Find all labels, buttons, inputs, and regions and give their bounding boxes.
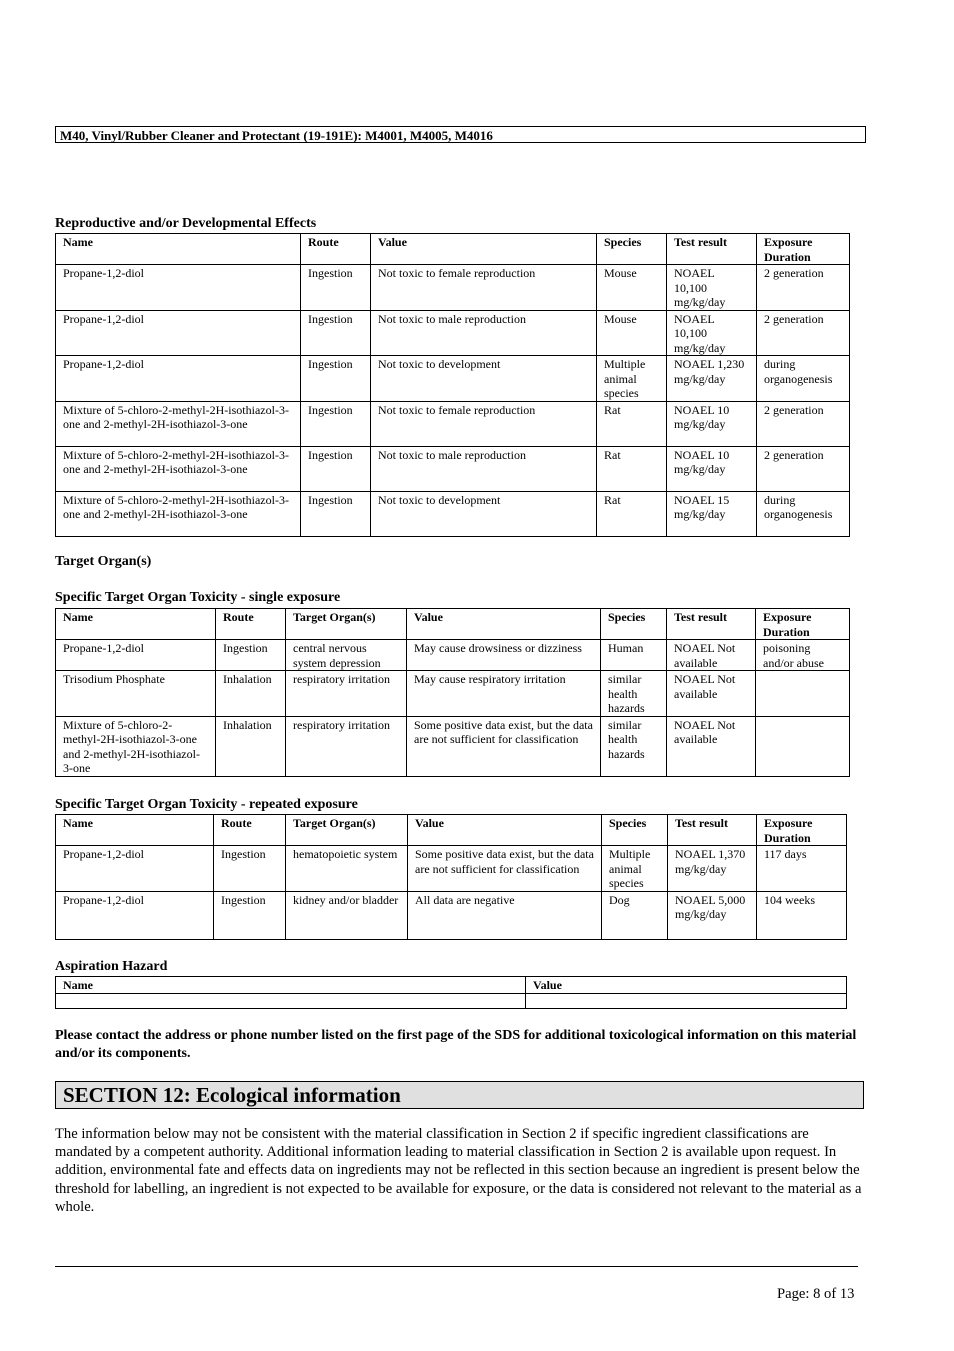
table-cell: Ingestion xyxy=(301,446,371,491)
table-cell: during organogenesis xyxy=(757,356,850,402)
column-header: Name xyxy=(56,234,301,265)
table-cell: NOAEL 5,000 mg/kg/day xyxy=(668,891,757,939)
table-cell: 2 generation xyxy=(757,310,850,356)
column-header: Route xyxy=(214,815,286,846)
table-cell: poisoning and/or abuse xyxy=(756,640,850,671)
column-header: Test result xyxy=(668,815,757,846)
page-number: Page: 8 of 13 xyxy=(777,1286,855,1302)
column-header: Value xyxy=(526,977,847,994)
table-header-row xyxy=(56,234,850,265)
stot-single-table xyxy=(55,608,850,777)
column-header: Test result xyxy=(667,234,757,265)
table-cell: during organogenesis xyxy=(757,491,850,536)
table-cell: Mouse xyxy=(597,310,667,356)
column-header: Target Organ(s) xyxy=(286,815,408,846)
table-cell: Rat xyxy=(597,401,667,446)
table-cell: Trisodium Phosphate xyxy=(56,671,216,717)
table-cell: Propane-1,2-diol xyxy=(56,310,301,356)
table-cell xyxy=(526,993,847,1008)
table-cell: Propane-1,2-diol xyxy=(56,356,301,402)
table-cell: similar health hazards xyxy=(601,716,667,776)
table-cell: Not toxic to development xyxy=(371,356,597,402)
table-cell: respiratory irritation xyxy=(286,671,407,717)
column-header: Target Organ(s) xyxy=(286,609,407,640)
table-cell: NOAEL 1,230 mg/kg/day xyxy=(667,356,757,402)
column-header: Value xyxy=(408,815,602,846)
table-row xyxy=(56,401,850,446)
table-row xyxy=(56,993,847,1008)
table-cell: NOAEL 10 mg/kg/day xyxy=(667,446,757,491)
table-header-row xyxy=(56,977,847,994)
column-header: Name xyxy=(56,815,214,846)
section-12-title: SECTION 12: Ecological information xyxy=(55,1081,864,1109)
table-cell: NOAEL 10 mg/kg/day xyxy=(667,401,757,446)
table-cell: NOAEL Not available xyxy=(667,716,756,776)
stot-single-title: Specific Target Organ Toxicity - single exposure xyxy=(55,590,341,605)
table-header-row xyxy=(56,609,850,640)
column-header: Value xyxy=(371,234,597,265)
column-header: Name xyxy=(56,609,216,640)
table-cell: Multiple animal species xyxy=(597,356,667,402)
table-cell: Propane-1,2-diol xyxy=(56,265,301,311)
table-cell: Inhalation xyxy=(216,671,286,717)
table-cell: Propane-1,2-diol xyxy=(56,640,216,671)
table-cell: kidney and/or bladder xyxy=(286,891,408,939)
table-row xyxy=(56,671,850,717)
table-cell: NOAEL Not available xyxy=(667,640,756,671)
table-cell: Ingestion xyxy=(301,265,371,311)
document-header: M40, Vinyl/Rubber Cleaner and Protectant (19-191E): M4001, M4005, M4016 xyxy=(55,126,866,143)
table-cell: Dog xyxy=(602,891,668,939)
table-cell: Ingestion xyxy=(214,891,286,939)
table-cell xyxy=(756,716,850,776)
table-cell: Ingestion xyxy=(301,401,371,446)
table-cell: Inhalation xyxy=(216,716,286,776)
column-header: Exposure Duration xyxy=(757,815,847,846)
target-organs-heading: Target Organ(s) xyxy=(55,554,152,569)
table-cell: Human xyxy=(601,640,667,671)
table-cell: Mouse xyxy=(597,265,667,311)
table-cell: 117 days xyxy=(757,846,847,892)
table-cell: NOAEL 10,100 mg/kg/day xyxy=(667,310,757,356)
table-cell: NOAEL 1,370 mg/kg/day xyxy=(668,846,757,892)
column-header: Name xyxy=(56,977,526,994)
table-cell: May cause respiratory irritation xyxy=(407,671,601,717)
table-cell: Not toxic to male reproduction xyxy=(371,310,597,356)
table-row xyxy=(56,491,850,536)
contact-note: Please contact the address or phone number listed on the first page of the SDS for additional toxicological information on this material and/or its components. xyxy=(55,1028,857,1061)
table-header-row xyxy=(56,815,847,846)
table-cell: respiratory irritation xyxy=(286,716,407,776)
table-row xyxy=(56,265,850,311)
table-cell xyxy=(56,993,526,1008)
table-cell xyxy=(756,671,850,717)
column-header: Route xyxy=(216,609,286,640)
table-cell: May cause drowsiness or dizziness xyxy=(407,640,601,671)
column-header: Exposure Duration xyxy=(756,609,850,640)
column-header: Exposure Duration xyxy=(757,234,850,265)
section-12-paragraph: The information below may not be consistent with the material classification in Section 2 if specific ingredient classifications are mandated by a competent authority. Additional information leading to material classification in Section 2 is available upon request. In addition, environmental fate and effects data on ingredients may not be reflected in this section because an ingredient is present below the threshold for labelling, an ingredient is not expected to be available for exposure, or the data is considered not relevant to the material as a whole. xyxy=(55,1126,862,1215)
table-cell: hematopoietic system xyxy=(286,846,408,892)
table-cell: 104 weeks xyxy=(757,891,847,939)
table-cell: NOAEL 15 mg/kg/day xyxy=(667,491,757,536)
table-cell: central nervous system depression xyxy=(286,640,407,671)
table-cell: 2 generation xyxy=(757,401,850,446)
table-cell: Rat xyxy=(597,491,667,536)
table-cell: Ingestion xyxy=(214,846,286,892)
table-cell: Not toxic to male reproduction xyxy=(371,446,597,491)
column-header: Test result xyxy=(667,609,756,640)
table-cell: Mixture of 5-chloro-2-methyl-2H-isothiazol-3-one and 2-methyl-2H-isothiazol-3-one xyxy=(56,491,301,536)
table-cell: Rat xyxy=(597,446,667,491)
table-cell: NOAEL 10,100 mg/kg/day xyxy=(667,265,757,311)
table-cell: Propane-1,2-diol xyxy=(56,846,214,892)
column-header: Route xyxy=(301,234,371,265)
table-cell: Not toxic to development xyxy=(371,491,597,536)
table-row xyxy=(56,716,850,776)
table-row xyxy=(56,356,850,402)
table-cell: Some positive data exist, but the data are not sufficient for classification xyxy=(407,716,601,776)
aspiration-table xyxy=(55,976,847,1009)
column-header: Species xyxy=(597,234,667,265)
table-cell: Ingestion xyxy=(216,640,286,671)
table-cell: Propane-1,2-diol xyxy=(56,891,214,939)
repro-title: Reproductive and/or Developmental Effects xyxy=(55,216,317,231)
column-header: Species xyxy=(601,609,667,640)
table-cell: Mixture of 5-chloro-2-methyl-2H-isothiazol-3-one and 2-methyl-2H-isothiazol-3-one xyxy=(56,716,216,776)
table-cell: Ingestion xyxy=(301,491,371,536)
table-row xyxy=(56,891,847,939)
column-header: Value xyxy=(407,609,601,640)
footer-divider xyxy=(55,1266,858,1267)
table-cell: Mixture of 5-chloro-2-methyl-2H-isothiazol-3-one and 2-methyl-2H-isothiazol-3-one xyxy=(56,446,301,491)
aspiration-title: Aspiration Hazard xyxy=(55,959,168,974)
repro-table xyxy=(55,233,850,537)
table-cell: NOAEL Not available xyxy=(667,671,756,717)
stot-repeated-table xyxy=(55,814,847,940)
table-cell: Not toxic to female reproduction xyxy=(371,265,597,311)
table-row xyxy=(56,310,850,356)
table-cell: Ingestion xyxy=(301,356,371,402)
table-cell: Not toxic to female reproduction xyxy=(371,401,597,446)
table-row xyxy=(56,640,850,671)
table-row xyxy=(56,846,847,892)
table-cell: Mixture of 5-chloro-2-methyl-2H-isothiazol-3-one and 2-methyl-2H-isothiazol-3-one xyxy=(56,401,301,446)
table-cell: similar health hazards xyxy=(601,671,667,717)
table-cell: Multiple animal species xyxy=(602,846,668,892)
table-cell: Some positive data exist, but the data are not sufficient for classification xyxy=(408,846,602,892)
table-cell: Ingestion xyxy=(301,310,371,356)
table-cell: All data are negative xyxy=(408,891,602,939)
table-row xyxy=(56,446,850,491)
column-header: Species xyxy=(602,815,668,846)
table-cell: 2 generation xyxy=(757,446,850,491)
stot-repeated-title: Specific Target Organ Toxicity - repeated exposure xyxy=(55,797,358,812)
table-cell: 2 generation xyxy=(757,265,850,311)
